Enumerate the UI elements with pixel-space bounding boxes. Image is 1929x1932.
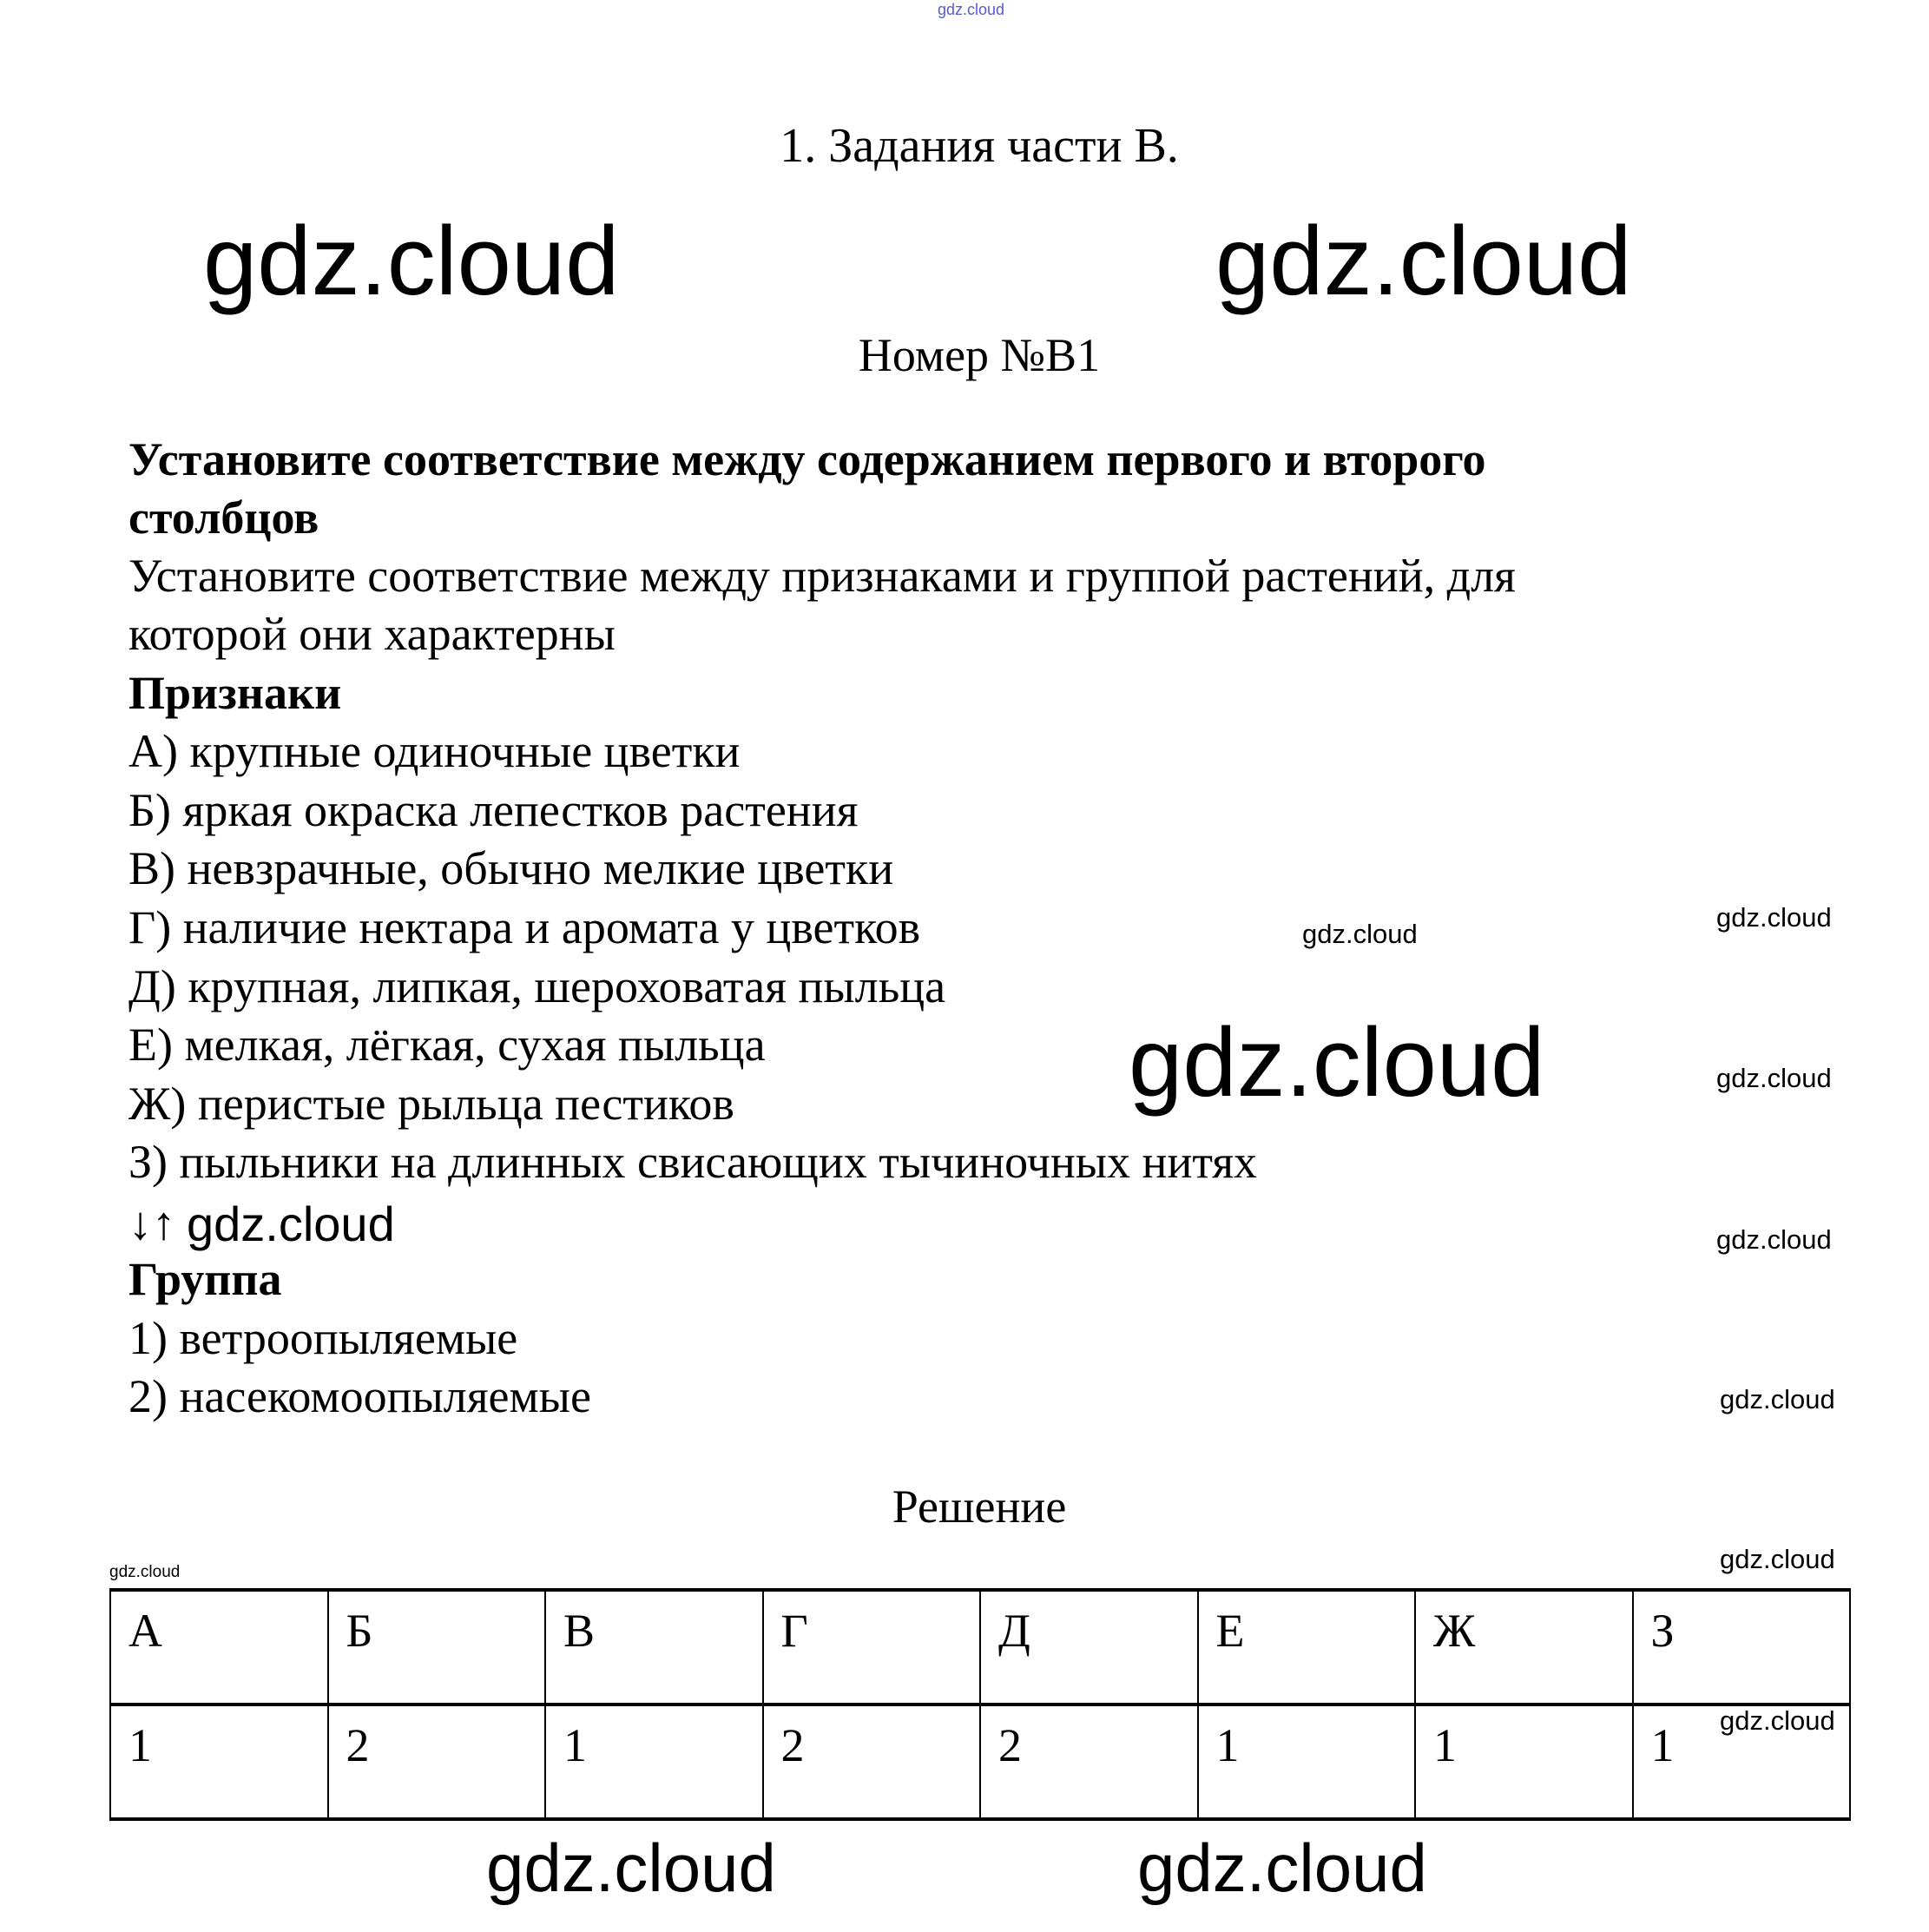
watermark: gdz.cloud [1720,1544,1835,1574]
instruction-bold-line-1: Установите соответствие между содержанием первого и второго [128,433,1486,485]
table-header-cell: Ж [1415,1590,1633,1705]
table-cell: 1 [1633,1705,1851,1819]
watermark: gdz.cloud [1716,902,1832,933]
table-header-cell: А [110,1590,328,1705]
table-cell: 1 [1415,1705,1633,1819]
watermark: gdz.cloud [203,207,620,315]
table-header-cell: Б [328,1590,546,1705]
table-header-cell: В [545,1590,763,1705]
arrows: ↓↑ [128,1197,175,1250]
group-heading: Группа [128,1253,282,1305]
watermark: gdz.cloud [1137,1830,1427,1906]
section-title: 1. Задания части В. [780,119,1179,173]
watermark: gdz.cloud [1215,207,1632,315]
group-item: 2) насекомоопыляемые [128,1370,591,1422]
watermark: gdz.cloud [187,1197,395,1251]
table-cell: 1 [1198,1705,1416,1819]
table-header-cell: Г [763,1590,981,1705]
watermark: gdz.cloud [1302,919,1418,949]
feature-item: З) пыльники на длинных свисающих тычиночных нитях [128,1136,1258,1188]
features-heading: Признаки [128,667,342,719]
table-cell: 2 [328,1705,546,1819]
instruction-bold-line-2: столбцов [128,491,319,544]
table-cell: 1 [110,1705,328,1819]
watermark: gdz.cloud [486,1830,776,1906]
instruction-line-1: Установите соответствие между признаками и группой растений, для [128,550,1516,602]
watermark: gdz.cloud [1129,1008,1545,1117]
answer-table [109,1588,1851,1821]
table-cell: 1 [545,1705,763,1819]
solution-heading: Решение [892,1480,1067,1533]
table-cell: 2 [980,1705,1198,1819]
watermark: gdz.cloud [1716,1224,1832,1255]
header-watermark: gdz.cloud [938,1,1005,18]
instruction-line-2: которой они характерны [128,608,616,660]
feature-item: Ж) перистые рыльца пестиков [128,1078,734,1130]
feature-item: Б) яркая окраска лепестков растения [128,784,859,836]
feature-item: В) невзрачные, обычно мелкие цветки [128,842,894,894]
table-header-cell: Е [1198,1590,1416,1705]
watermark: gdz.cloud [1720,1705,1835,1736]
table-cell: 2 [763,1705,981,1819]
task-number: Номер №В1 [858,329,1101,381]
feature-item: Е) мелкая, лёгкая, сухая пыльца [128,1019,766,1071]
table-header-cell: Д [980,1590,1198,1705]
group-item: 1) ветроопыляемые [128,1312,518,1364]
watermark: gdz.cloud [1716,1063,1832,1093]
feature-item: Г) наличие нектара и аромата у цветков [128,901,921,953]
watermark: gdz.cloud [109,1563,181,1581]
watermark: gdz.cloud [1720,1384,1835,1414]
table-header-row [110,1590,1850,1705]
feature-item: А) крупные одиночные цветки [128,725,741,777]
table-row [110,1705,1850,1819]
table-header-cell: З [1633,1590,1851,1705]
feature-item: Д) крупная, липкая, шероховатая пыльца [128,960,946,1012]
